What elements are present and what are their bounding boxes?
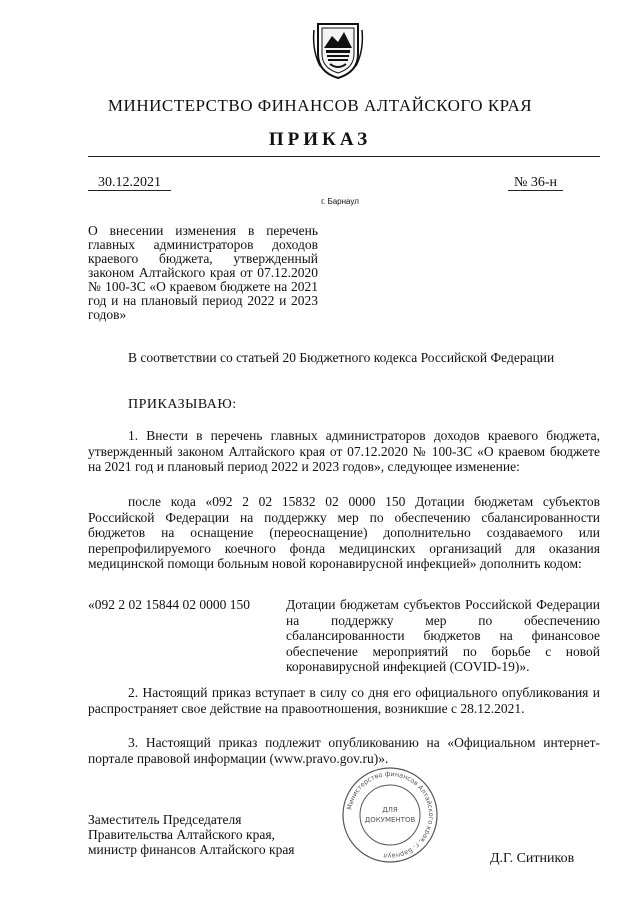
order-number: [508, 175, 563, 191]
signatory-position-line-3: министр финансов Алтайского края: [88, 842, 295, 857]
order-number-value: № 36-н: [508, 175, 563, 191]
signatory-position: [88, 812, 295, 857]
signatory-position-line-2: Правительства Алтайского края,: [88, 827, 275, 842]
item-1-paragraph: 1. Внести в перечень главных администраторов доходов краевого бюджета, утвержденный законом Алтайского края от 07.12.2020 № 100-ЗС «О краевом бюджете на 2021 год и плановый период 2022 и 2023 годов», следующее изменение:: [88, 428, 600, 474]
stamp-inner-line-1: ДЛЯ: [382, 806, 398, 814]
order-date: [88, 175, 171, 191]
coat-of-arms-emblem: [310, 20, 366, 80]
city-name: г. Барнаул: [321, 197, 359, 206]
preamble-paragraph: В соответствии со статьей 20 Бюджетного кодекса Российской Федерации: [128, 350, 555, 365]
order-subject: О внесении изменения в перечень главных администраторов доходов краевого бюджета, утвержденный законом Алтайского края от 07.12.2020 № 100-ЗС «О краевом бюджете на 2021 год и на плановый период 2022 и 2023 годов»: [88, 223, 318, 322]
document-title: ПРИКАЗ: [268, 129, 372, 150]
stamp-inner-line-2: ДОКУМЕНТОВ: [364, 816, 416, 824]
signatory-name: Д.Г. Ситников: [490, 851, 575, 866]
new-budget-code: «092 2 02 15844 02 0000 150: [88, 597, 250, 612]
item-3-paragraph: 3. Настоящий приказ подлежит опубликованию на «Официальном интернет-портале правовой информации (www.pravo.gov.ru)».: [88, 735, 600, 766]
stamp-outer-text: Министерство финансов Алтайского края, г. Барнаул: [345, 769, 436, 861]
official-stamp: [340, 765, 440, 865]
signatory-position-line-1: Заместитель Председателя: [88, 812, 242, 827]
order-date-value: 30.12.2021: [88, 175, 171, 191]
item-1-continuation: после кода «092 2 02 15832 02 0000 150 Дотации бюджетам субъектов Российской Федерации на поддержку мер по обеспечению сбалансированности бюджетов на оснащение (переоснащение) дополнительно создаваемого или перепрофилируемого коечного фонда медицинских организаций для оказания медицинской помощи больным новой коронавирусной инфекцией» дополнить кодом:: [88, 494, 600, 571]
new-budget-code-description: Дотации бюджетам субъектов Российской Федерации на поддержку мер по обеспечению сбалансированности бюджетов на финансовое обеспечение мероприятий по борьбе с новой коронавирусной инфекцией (COVID-19)».: [286, 597, 600, 674]
order-directive: ПРИКАЗЫВАЮ:: [128, 397, 237, 412]
header-divider: [88, 156, 600, 157]
ministry-name: МИНИСТЕРСТВО ФИНАНСОВ АЛТАЙСКОГО КРАЯ: [107, 96, 533, 115]
item-2-paragraph: 2. Настоящий приказ вступает в силу со дня его официального опубликования и распространяет свое действие на правоотношения, возникшие с 28.12.2021.: [88, 685, 600, 716]
